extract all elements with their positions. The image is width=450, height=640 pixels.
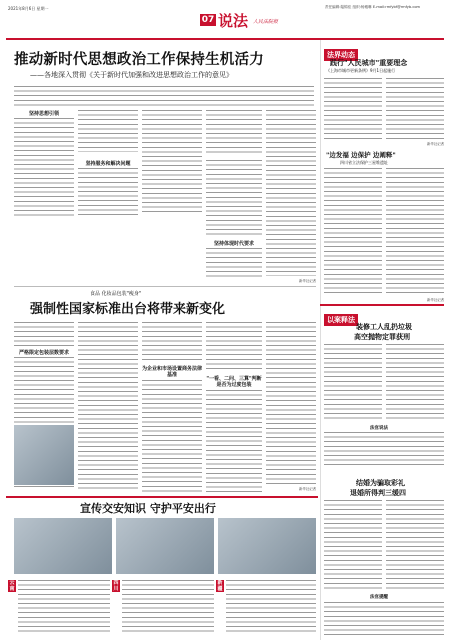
food-col-4a	[206, 322, 262, 372]
cartoon-col-2	[386, 168, 444, 296]
rule-col-1	[324, 344, 382, 422]
editor-credit: 责任编辑:陆锦佳 组织:杨雅琳 E-mail:rmfybf@rmfyb.com	[325, 5, 421, 9]
food-col-4b	[206, 390, 262, 492]
cartoon-subtitle: 四川省立法保护三星堆遗址	[340, 160, 388, 165]
lead-col-2a	[78, 110, 138, 152]
cartoon-col-1	[324, 168, 382, 296]
wedding-section-label: 法官提醒	[370, 595, 388, 600]
cartoon-headline: "边发福 边保护 边阐释"	[326, 151, 396, 159]
safety-text-2	[122, 580, 214, 634]
food-photo	[14, 425, 74, 485]
safety-text-3	[226, 580, 316, 634]
food-col-3b	[142, 380, 202, 492]
safety-photo-2	[116, 518, 214, 574]
law-news-col-1	[324, 78, 382, 140]
column-divider	[320, 40, 321, 640]
lead-col-4c	[206, 248, 262, 278]
safety-label-3: 新疆	[217, 580, 223, 592]
lead-section-1: 坚持思想引领	[28, 111, 59, 117]
food-col-2	[78, 322, 138, 492]
lead-col-5	[266, 110, 316, 276]
paper-name: 人民法院报	[253, 19, 279, 25]
safety-label-2: 四川	[113, 580, 119, 592]
wedding-col-1	[324, 500, 382, 590]
food-col-3a	[142, 322, 202, 362]
food-col-1a	[14, 322, 74, 346]
law-news-headline: 践行"人民城市"重要理念	[330, 59, 408, 67]
lead-col-1	[14, 118, 74, 216]
food-section-1: 严格限定包装层数要求	[18, 350, 69, 356]
section-name: 说法	[218, 12, 249, 30]
wedding-judge-text	[324, 602, 444, 636]
law-news-label: 法界动态	[324, 42, 358, 61]
wedding-headline-1: 结婚为骗取彩礼	[356, 479, 405, 487]
safety-rule	[6, 496, 318, 498]
lead-headline: 推动新时代思想政治工作保持生机活力	[14, 52, 264, 68]
page-number: 07	[201, 15, 215, 25]
safety-label-1: 云南	[9, 580, 15, 592]
food-byline: 新华社记者	[299, 487, 316, 491]
lead-subtitle: ——各地深入贯彻《关于新时代加强和改进思想政治工作的意见》	[30, 71, 233, 79]
food-headline: 强制性国家标准出台将带来新变化	[30, 302, 226, 317]
rule-headline-2: 高空抛物定罪获刑	[354, 333, 410, 341]
lead-col-2b	[78, 168, 138, 216]
lead-section-3: 坚持体现时代要求	[213, 241, 254, 247]
lead-col-4a	[206, 110, 262, 156]
issue-date: 2021年8月6日 星期一	[8, 6, 49, 11]
rule-box-rule	[320, 304, 444, 306]
safety-photo-1	[14, 518, 112, 574]
law-news-byline: 新华社记者	[427, 142, 444, 146]
cartoon-byline: 新华社记者	[427, 298, 444, 302]
wedding-col-2	[386, 500, 444, 590]
page-header	[0, 0, 450, 40]
rule-col-2	[386, 344, 444, 422]
lead-byline: 新华社记者	[299, 279, 316, 283]
rule-box-label: 以案释法	[324, 307, 358, 326]
safety-photo-3	[218, 518, 316, 574]
lead-col-4b	[206, 160, 262, 236]
food-col-5	[266, 322, 316, 486]
food-kicker: 食品 化妆品包装"瘦身"	[90, 291, 142, 297]
header-rule	[6, 38, 444, 40]
safety-headline: 宣传交安知识 守护平安出行	[80, 502, 216, 515]
rule-judge-text	[324, 432, 444, 468]
rule-headline-1: 装修工人乱扔垃圾	[356, 323, 412, 331]
food-section-3: "一看、二问、三算"判断是否为过度包装	[206, 376, 262, 388]
law-news-col-2	[386, 78, 444, 140]
food-section-2: 为企业和市场设置商务法律基准	[142, 366, 203, 378]
lead-col-3	[142, 110, 202, 216]
divider	[14, 286, 316, 287]
lead-section-2: 坚持服务和解决问题	[85, 161, 131, 167]
law-news-subtitle: 《上海市城市更新条例》9月1日起施行	[326, 68, 396, 73]
lead-intro	[14, 86, 314, 106]
safety-text-1	[18, 580, 110, 634]
rule-section-label: 法官说法	[370, 426, 388, 431]
wedding-headline-2: 退婚所得判三缓四	[350, 489, 406, 497]
